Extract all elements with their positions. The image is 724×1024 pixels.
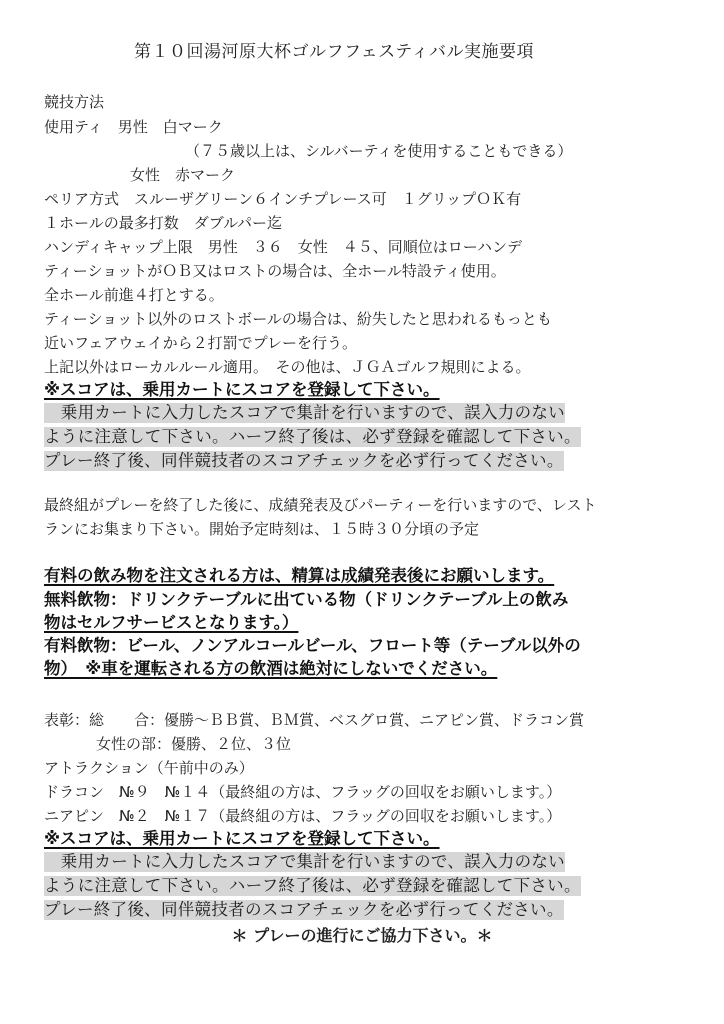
paid-drinks-notice: 有料の飲み物を注文される方は、精算は成績発表後にお願いします。 xyxy=(44,566,555,585)
score-notice-heading: ※スコアは、乗用カートにスコアを登録して下さい。 xyxy=(44,380,440,399)
free-drinks-line-1: 無料飲物：ドリンクテーブルに出ている物（ドリンクテーブル上の飲み xyxy=(44,590,569,609)
score-notice-line-1: 乗用カートに入力したスコアで集計を行いますので、誤入力のない xyxy=(44,403,565,422)
tee-female: 女性 赤マーク xyxy=(130,166,236,184)
lost-ball-rule-2: 近いフェアウェイから２打罰でプレーを行う。 xyxy=(44,334,358,352)
paid-drinks-line-2: 物） ※車を運転される方の飲酒は絶対にしないでください。 xyxy=(44,659,498,678)
max-strokes-rule: １ホールの最多打数 ダブルパー迄 xyxy=(44,214,283,232)
score-notice-2-heading: ※スコアは、乗用カートにスコアを登録して下さい。 xyxy=(44,829,440,848)
score-notice-line-2: ように注意して下さい。ハーフ終了後は、必ず登録を確認して下さい。 xyxy=(44,427,581,446)
page-title: 第１０回湯河原大杯ゴルフフェスティバル実施要項 xyxy=(134,42,534,62)
lost-ball-rule-1: ティーショット以外のロストボールの場合は、紛失したと思われるもっとも xyxy=(44,310,552,328)
paid-drinks-line-1: 有料飲物：ビール、ノンアルコールビール、フロート等（テーブル以外の xyxy=(44,636,581,655)
party-line-1: 最終組がプレーを終了した後に、成績発表及びパーティーを行いますので、レスト xyxy=(44,496,597,514)
tee-male: 使用ティ 男性 白マーク xyxy=(44,118,223,136)
score-notice-2-line-1: 乗用カートに入力したスコアで集計を行いますので、誤入力のない xyxy=(44,852,565,871)
score-notice-2-line-2: ように注意して下さい。ハーフ終了後は、必ず登録を確認して下さい。 xyxy=(44,876,581,895)
tee-male-note: （７５歳以上は、シルバーティを使用することもできる） xyxy=(185,142,573,160)
handicap-rule: ハンディキャップ上限 男性 ３６ 女性 ４５、同順位はローハンデ xyxy=(44,238,523,256)
score-notice-line-3: プレー終了後、同伴競技者のスコアチェックを必ず行ってください。 xyxy=(44,451,564,470)
peoria-rule: ペリア方式 スルーザグリーン６インチプレース可 １グリップＯＫ有 xyxy=(44,190,522,208)
local-rules: 上記以外はローカルルール適用。 その他は、ＪＧＡゴルフ規則による。 xyxy=(44,358,531,376)
attraction-heading: アトラクション（午前中のみ） xyxy=(44,759,254,777)
free-drinks-line-2: 物はセルフサービスとなります。） xyxy=(44,613,299,632)
advance-rule: 全ホール前進４打とする。 xyxy=(44,286,224,304)
closing-message: ＊ プレーの進行にご協力下さい。＊ xyxy=(231,926,493,945)
rules-heading: 競技方法 xyxy=(44,93,105,111)
dracon-holes: ドラコン №９ №１４（最終組の方は、フラッグの回収をお願いします。） xyxy=(44,783,562,801)
score-notice-2-line-3: プレー終了後、同伴競技者のスコアチェックを必ず行ってください。 xyxy=(44,900,564,919)
party-line-2: ランにお集まり下さい。開始予定時刻は、１５時３０分頃の予定 xyxy=(44,520,480,538)
nearpin-holes: ニアピン №２ №１７（最終組の方は、フラッグの回収をお願いします。） xyxy=(44,807,562,825)
awards-overall: 表彰：総 合：優勝～ＢＢ賞、ＢＭ賞、ベスグロ賞、ニアピン賞、ドラコン賞 xyxy=(44,711,585,729)
ob-rule: ティーショットがＯＢ又はロストの場合は、全ホール特設ティ使用。 xyxy=(44,262,506,280)
awards-women: 女性の部：優勝、２位、３位 xyxy=(96,735,292,753)
